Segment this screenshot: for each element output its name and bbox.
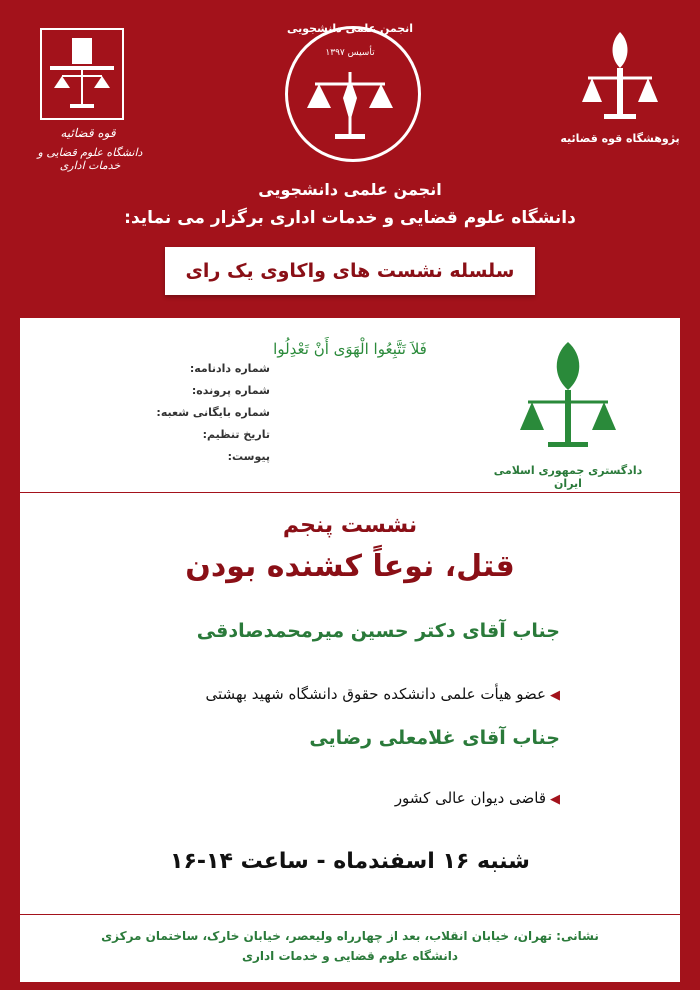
book-frame-icon — [40, 28, 124, 120]
field-attachment: پیوست: — [227, 450, 270, 463]
session-datetime: شنبه ۱۶ اسفندماه - ساعت ۱۴-۱۶ — [170, 849, 530, 874]
judiciary-emblem-icon — [580, 28, 660, 128]
quran-verse: فَلاَ تَتَّبِعُوا الْهَوَى أَنْ تَعْدِلُوا — [273, 340, 427, 358]
research-institute-logo — [560, 28, 680, 158]
university-logo-caption-top: قوه قضائیه — [60, 126, 116, 140]
session-topic: قتل، نوعاً کشنده بودن — [185, 549, 515, 584]
speaker-name: جناب آقای غلامعلی رضایی — [309, 727, 560, 749]
triangle-bullet-icon: ◀ — [550, 792, 560, 807]
university-logo — [28, 28, 143, 172]
association-logo-text: انجمن علمی دانشجویی — [286, 22, 414, 35]
institution-name: دانشگاه علوم قضایی و خدمات اداری — [241, 949, 459, 963]
field-case-number: شماره پرونده: — [191, 384, 270, 397]
address: نشانی: تهران، خیابان انقلاب، بعد از چهارراه ولیعصر، خیابان خارک، ساختمان مرکزی — [101, 929, 599, 943]
field-verdict-number: شماره دادنامه: — [189, 362, 270, 375]
organizer-line: انجمن علمی دانشجویی — [258, 180, 442, 199]
verdict-form-header — [20, 318, 680, 493]
session-details — [20, 493, 680, 913]
judiciary-emblem — [493, 338, 643, 490]
speaker-role-text: عضو هیأت علمی دانشکده حقوق دانشگاه شهید بهشتی — [205, 685, 546, 703]
series-title: سلسله نشست های واکاوی یک رای — [165, 247, 535, 295]
speaker-role — [60, 685, 560, 703]
content-panel — [20, 318, 680, 982]
form-fields — [140, 358, 270, 468]
session-number: نشست پنجم — [282, 513, 418, 538]
emblem-caption: دادگستری جمهوری اسلامی ایران — [493, 464, 643, 490]
speaker-role — [60, 789, 560, 807]
speaker-role-text: قاضی دیوان عالی کشور — [394, 789, 546, 807]
scales-of-justice-icon — [305, 68, 395, 148]
speaker-name: جناب آقای دکتر حسین میرمحمدصادقی — [196, 620, 560, 642]
iran-emblem-scales-icon — [518, 338, 618, 462]
triangle-bullet-icon: ◀ — [550, 688, 560, 703]
university-logo-caption: دانشگاه علوم قضایی و خدمات اداری — [37, 146, 143, 172]
field-archive-number: شماره بایگانی شعبه: — [156, 406, 270, 419]
association-logo-subtext: تأسیس ۱۳۹۷ — [325, 48, 375, 58]
field-date: تاریخ تنظیم: — [202, 428, 270, 441]
header — [0, 0, 700, 318]
student-association-logo — [265, 8, 435, 178]
footer — [20, 914, 680, 983]
research-institute-caption: پژوهشگاه قوه قضائیه — [560, 132, 680, 145]
host-line: دانشگاه علوم قضایی و خدمات اداری برگزار می نماید: — [124, 208, 576, 228]
